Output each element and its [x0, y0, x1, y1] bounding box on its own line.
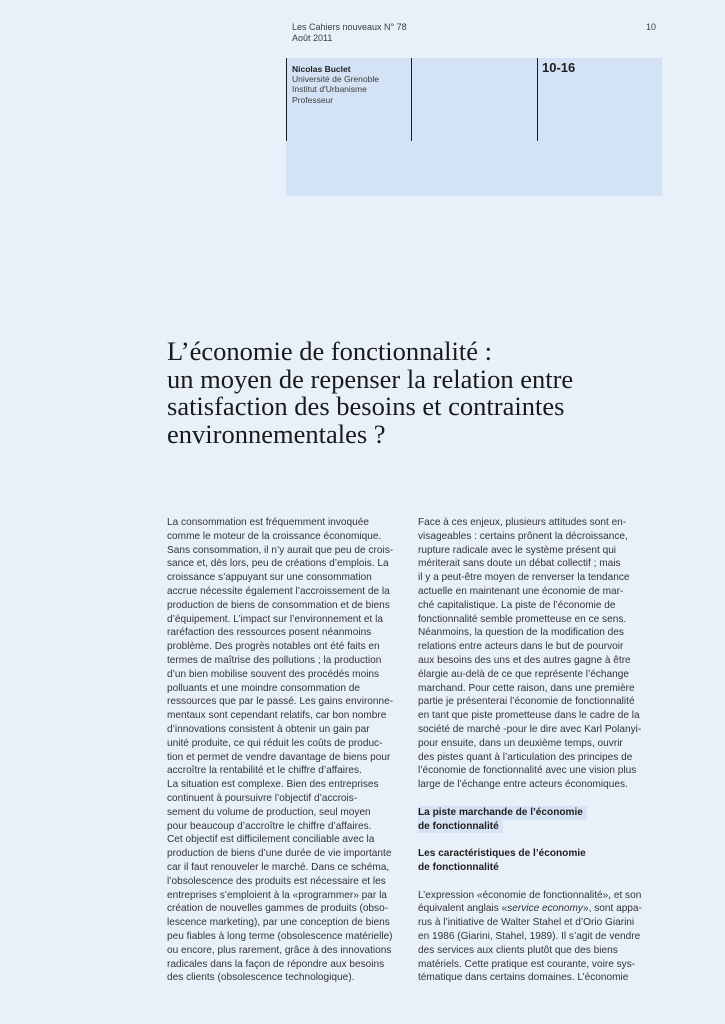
text-line: lescence marketing), par une conception de biens: [167, 917, 390, 929]
section-heading: [418, 806, 650, 834]
spacer: [418, 875, 650, 889]
text-line: [418, 902, 650, 916]
issue-date: Août 2011: [292, 33, 333, 43]
text-line: actuelle en maintenant une économie de mar-: [418, 585, 624, 597]
text-line: mentaux sont cependant relatifs, car bon nombre: [167, 710, 387, 722]
author-role: Professeur: [292, 94, 334, 105]
text-line: La situation est complexe. Bien des entreprises: [167, 779, 379, 791]
subsection-heading-line: de fonctionnalité: [418, 861, 499, 873]
text-line: des pistes quant à l’articulation des principes de: [418, 751, 633, 763]
author-affiliation: Institut d'Urbanisme: [292, 84, 367, 95]
text-line: Face à ces enjeux, plusieurs attitudes sont en-: [418, 517, 627, 528]
journal-header: [292, 22, 407, 44]
text-line: rupture radicale avec le système présent qui: [418, 544, 617, 556]
body-paragraph: [418, 889, 650, 986]
section-heading-line: La piste marchande de l’économie: [418, 806, 587, 820]
text-line: La consommation est fréquemment invoquée: [167, 517, 369, 528]
text-line: ressources que par le passé. Les gains environne-: [167, 696, 394, 708]
text-line: raréfaction des ressources posent néanmoins: [167, 627, 372, 639]
text-line: mériterait sans doute un débat collectif ; mais: [418, 558, 621, 570]
text-line: accrue nécessite également l’accroissement de la: [167, 585, 390, 597]
text-fragment: », sont appa-: [582, 903, 642, 915]
author-block: [292, 64, 379, 105]
text-line: relations entre acteurs dans le but de pourvoir: [418, 641, 624, 653]
text-line: des clients (obsolescence technologique).: [167, 972, 355, 984]
text-line: entreprises s’emploient à la «programmer» par la: [167, 889, 387, 901]
text-line: radicales dans la façon de répondre aux besoins: [167, 958, 385, 970]
subsection-heading-line: Les caractéristiques de l’économie: [418, 848, 586, 860]
divider-line: [411, 58, 412, 141]
text-line: création de nouvelles gammes de produits (obso-: [167, 903, 389, 915]
text-line: il y a peut-être moyen de renverser la tendance: [418, 572, 630, 584]
section-heading-line: de fonctionnalité: [418, 820, 503, 834]
divider-line: [286, 58, 287, 141]
intro-paragraph: [418, 516, 650, 792]
text-line: marchand. Pour cette raison, dans une première: [418, 682, 635, 694]
text-line: polluants et une moindre consommation de: [167, 682, 361, 694]
text-line: problème. Des progrès notables ont été faits en: [167, 641, 380, 653]
text-line: sement du volume de production, seul moyen: [167, 806, 371, 818]
text-line: d’équipement. L’impact sur l’environnement et la: [167, 613, 384, 625]
text-line: accroître la rentabilité et le chiffre d’affaires.: [167, 765, 362, 777]
text-line: d’innovations consistent à obtenir un gain par: [167, 723, 370, 735]
text-line: matériels. Cette pratique est courante, voire sys-: [418, 958, 636, 970]
text-line: peu fiables à long terme (obsolescence matérielle): [167, 930, 393, 942]
title-line: environnementales ?: [167, 418, 386, 449]
text-line: pour beaucoup d’accroître le chiffre d’affaires.: [167, 820, 372, 832]
journal-name: Les Cahiers nouveaux N° 78: [292, 22, 407, 32]
text-line: tion et permet de vendre davantage de biens pour: [167, 751, 391, 763]
body-column-left: [167, 516, 399, 985]
text-line: Néanmoins, la question de la modification des: [418, 627, 624, 639]
author-affiliation: Université de Grenoble: [292, 74, 379, 85]
text-line: sance et, dès lors, peu de créations d’emplois. La: [167, 558, 389, 570]
spacer: [418, 833, 650, 847]
text-line: visageables : certains prônent la décroissance,: [418, 530, 628, 542]
body-column-right: [418, 516, 650, 985]
text-line: fonctionnalité semble prometteuse en ce sens.: [418, 613, 627, 625]
subsection-heading: [418, 847, 650, 875]
text-line: l’économie de fonctionnalité avec une vision plus: [418, 765, 637, 777]
spacer: [418, 792, 650, 806]
text-line: unité produite, ce qui réduit les coûts de produc-: [167, 737, 383, 749]
page-number: 10: [646, 22, 657, 32]
text-line: élargie au-delà de ce que représente l’échange: [418, 668, 629, 680]
text-line: continuent à poursuivre l’objectif d’accrois-: [167, 792, 358, 804]
title-line: L’économie de fonctionnalité :: [167, 336, 493, 366]
text-line: des services aux clients plutôt que des biens: [418, 944, 618, 956]
text-line: société de marché -pour le dire avec Karl Polanyi-: [418, 723, 642, 735]
text-line: termes de maîtrise des pollutions ; la production: [167, 654, 382, 666]
text-line: car il faut renouveler le marché. Dans ce schéma,: [167, 861, 390, 873]
article-title: [167, 338, 687, 448]
text-fragment: équivalent anglais «: [418, 903, 508, 915]
text-line: L’expression «économie de fonctionnalité», et son: [418, 889, 642, 901]
text-line: en 1986 (Giarini, Stahel, 1989). Il s’agit de vendre: [418, 930, 641, 942]
text-line: production de biens de consommation et de biens: [167, 599, 390, 611]
text-line: l’obsolescence des produits est nécessaire et les: [167, 875, 386, 887]
text-line: pour ensuite, dans un deuxième temps, ouvrir: [418, 737, 623, 749]
text-line: comme le moteur de la croissance économique.: [167, 530, 382, 542]
title-line: satisfaction des besoins et contraintes: [167, 391, 565, 421]
text-line: Cet objectif est difficilement conciliable avec la: [167, 834, 375, 846]
text-line: en tant que piste prometteuse dans le cadre de la: [418, 710, 640, 722]
text-line: partie je présenterai l’économie de fonctionnalité: [418, 696, 635, 708]
page-range: 10-16: [542, 60, 576, 75]
text-line: rus à l’initiative de Walter Stahel et d’Orio Giarini: [418, 917, 635, 929]
emphasis-text: service economy: [507, 903, 583, 915]
divider-line: [537, 58, 538, 141]
text-line: tématique dans certains domaines. L’économie: [418, 972, 629, 984]
title-line: un moyen de repenser la relation entre: [167, 363, 574, 394]
text-line: ou encore, plus rarement, grâce à des innovations: [167, 944, 392, 956]
text-line: large de l’échange entre acteurs économiques.: [418, 779, 628, 791]
text-line: d’un bien mobilise souvent des procédés moins: [167, 668, 380, 680]
text-line: Sans consommation, il n’y aurait que peu de crois-: [167, 544, 394, 556]
author-name: Nicolas Buclet: [292, 64, 351, 74]
text-line: aux besoins des uns et des autres gagne à être: [418, 654, 631, 666]
text-line: production de biens d’une durée de vie importante: [167, 848, 392, 860]
text-line: croissance s’appuyant sur une consommation: [167, 572, 372, 584]
text-line: ché capitalistique. La piste de l’économie de: [418, 599, 616, 611]
